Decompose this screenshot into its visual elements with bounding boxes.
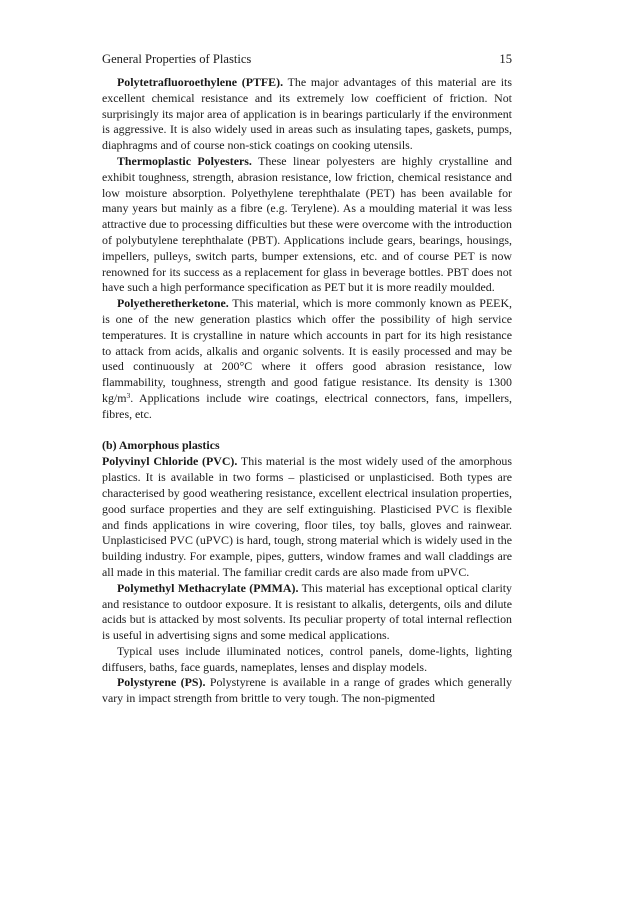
paragraph-body: Typical uses include illuminated notices, control panels, dome-lights, lighting diffusers, baths, face guards, nameplates, lenses and display models. bbox=[102, 643, 512, 674]
section-subheading: (b) Amorphous plastics bbox=[102, 437, 220, 452]
paragraph-body: This material is the most widely used of the amorphous plastics. It is available in two forms – plasticised or unplasticised. Both types are characterised by good weathering resistance, excellent electrical insulation properties, good surface properties and they are self extinguishing. Plasticised PVC is flexible and finds applications in wire covering, floor tiles, toy balls, gloves and rainwear. Unplasticised PVC (uPVC) is hard, tough, strong material which is widely used in the building industry. For example, pipes, gutters, window frames and wall claddings are all made in this material. The familiar credit cards are also made from uPVC. bbox=[102, 454, 512, 579]
paragraph-pmma bbox=[102, 581, 512, 644]
paragraph-thermoplastic-polyesters bbox=[102, 154, 512, 296]
paragraph-term: Polyetheretherketone. bbox=[117, 296, 229, 311]
paragraph-body-continued: . Applications include wire coatings, electrical connectors, fans, impellers, fibres, etc. bbox=[102, 390, 512, 421]
paragraph-body: Polystyrene is available in a range of grades which generally vary in impact strength from brittle to very tough. The non-pigmented bbox=[102, 675, 512, 706]
paragraph-term: Thermoplastic Polyesters. bbox=[117, 153, 252, 168]
paragraph-polystyrene bbox=[102, 675, 512, 707]
paragraph-term: Polymethyl Methacrylate (PMMA). bbox=[117, 580, 299, 595]
running-header bbox=[102, 50, 512, 68]
density-superscript: 3 bbox=[126, 390, 131, 400]
paragraph-pvc bbox=[102, 454, 512, 580]
paragraph-term: Polystyrene (PS). bbox=[117, 675, 206, 690]
body-text bbox=[102, 75, 512, 707]
running-title: General Properties of Plastics bbox=[102, 52, 252, 66]
paragraph-body: These linear polyesters are highly crystalline and exhibit toughness, strength, abrasion resistance, low friction, chemical resistance and low moisture absorption. Polyethylene terephthalate (PET) has been available for many years but mainly as a fibre (e.g. Terylene). As a moulding material it was less attractive due to processing difficulties but these were overcome with the introduction of polybutylene terephthalate (PBT). Applications include gears, bearings, housings, impellers, pulleys, switch parts, bumper extensions, etc. and of course PET is now renowned for its success as a replacement for glass in beverage bottles. PBT does not have such a high performance specification as PET but it is more readily moulded. bbox=[102, 153, 512, 295]
paragraph-term: Polyvinyl Chloride (PVC). bbox=[102, 454, 238, 469]
paragraph-body: This material has exceptional optical clarity and resistance to outdoor exposure. It is resistant to alkalis, detergents, oils and dilute acids but is attacked by most solvents. Its peculiar property of total internal reflection is useful in advertising signs and some medical applications. bbox=[102, 580, 513, 643]
paragraph-peek bbox=[102, 296, 512, 422]
paragraph-term: Polytetrafluoroethylene (PTFE). bbox=[117, 75, 284, 89]
page-number: 15 bbox=[499, 52, 512, 66]
paragraph-ptfe bbox=[102, 75, 512, 154]
paragraph-body: The major advantages of this material are its excellent chemical resistance and its extremely low coefficient of friction. Not surprisingly its major area of application is in bearings particularly if the environment is aggressive. It is also widely used in areas such as insulating tapes, gaskets, pumps, diaphragms and of course non-stick coatings on cooking utensils. bbox=[102, 75, 512, 153]
paragraph-body: This material, which is more commonly known as PEEK, is one of the new generation plastics which offer the possibility of high service temperatures. It is crystalline in nature which accounts in part for its high resistance to attack from acids, alkalis and organic solvents. It is easily processed and may be used continuously at 200°C where it offers good abrasion resistance, low flammability, toughness, strength and good fatigue resistance. Its density is 1300 kg/m bbox=[102, 296, 512, 405]
paragraph-pmma-uses bbox=[102, 644, 512, 676]
